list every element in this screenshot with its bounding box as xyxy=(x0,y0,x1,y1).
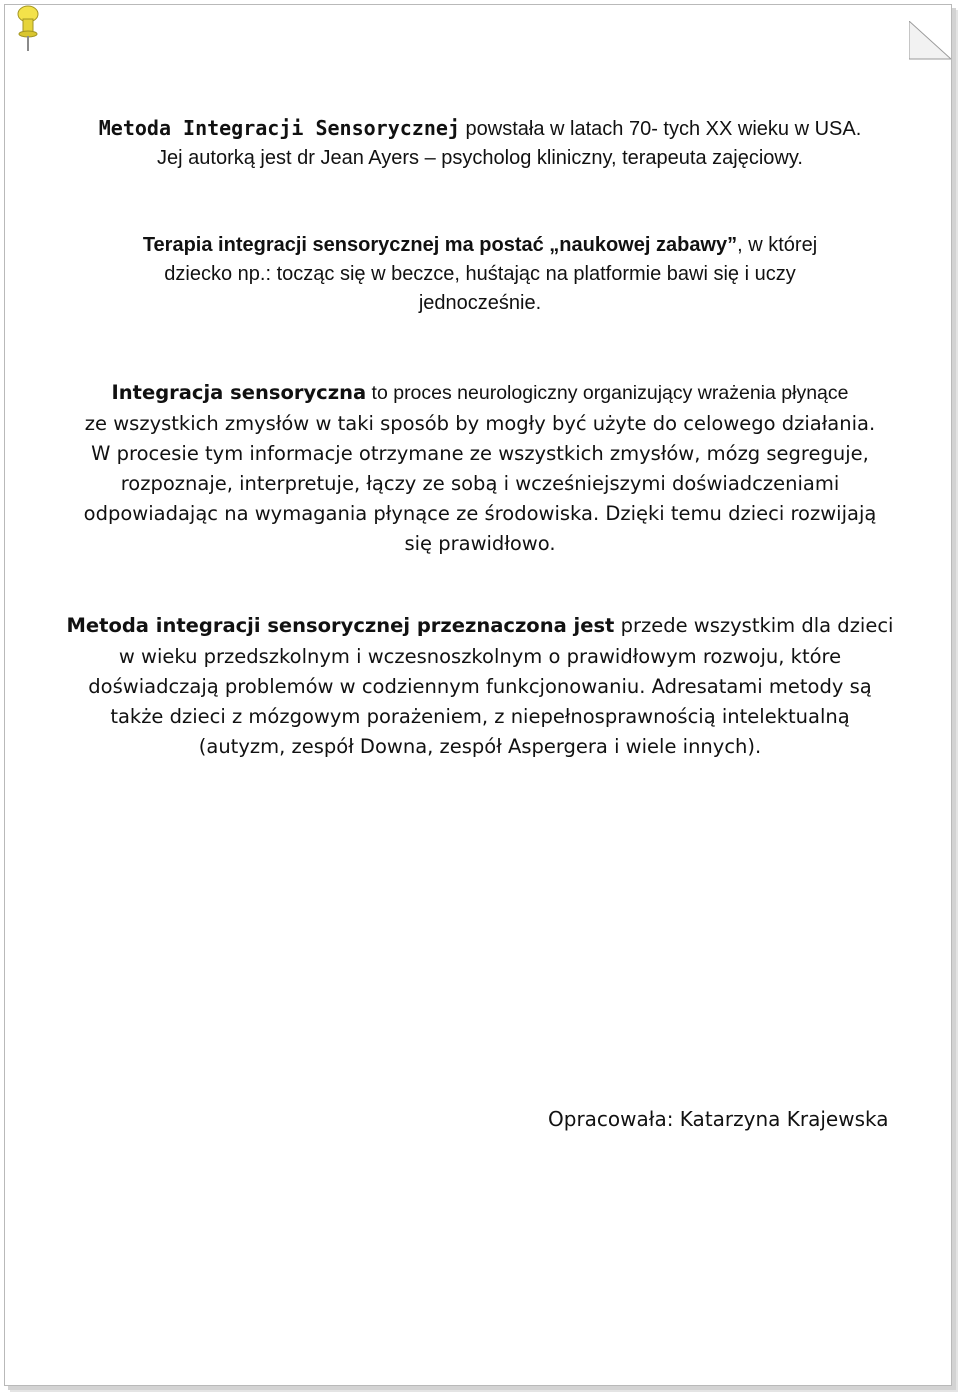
text-line: W procesie tym informacje otrzymane ze wszystkich zmysłów, mózg segreguje, xyxy=(91,442,869,465)
text-span: , w której xyxy=(737,234,818,256)
text-line: Jej autorką jest dr Jean Ayers – psycholog kliniczny, terapeuta zajęciowy. xyxy=(157,147,803,169)
text-line: rozpoznaje, interpretuje, łączy ze sobą i wcześniejszymi doświadczeniami xyxy=(120,472,840,495)
text-span: to proces neurologiczny organizujący wrażenia płynące xyxy=(366,382,849,404)
text-line: dziecko np.: tocząc się w beczce, huśtając na platformie bawi się i uczy xyxy=(164,263,796,285)
text-line: (autyzm, zespół Downa, zespół Aspergera i wiele innych). xyxy=(198,735,762,758)
bold-term: Metoda Integracji Sensorycznej xyxy=(98,116,460,140)
bold-term: Integracja sensoryczna xyxy=(111,381,367,404)
text-line: się prawidłowo. xyxy=(404,532,556,555)
paragraph-target-group xyxy=(60,611,900,762)
paragraph-therapy xyxy=(60,231,900,318)
folded-corner-icon xyxy=(909,21,951,61)
bold-term: Metoda integracji sensorycznej przeznaczona jest xyxy=(66,614,615,637)
bold-term: Terapia integracji sensorycznej ma postać „naukowej zabawy” xyxy=(142,234,738,256)
paragraph-origin xyxy=(60,114,900,173)
text-span: przede wszystkim dla dzieci xyxy=(614,614,894,637)
paragraph-definition xyxy=(60,378,900,559)
text-line: także dzieci z mózgowym porażeniem, z niepełnosprawnością intelektualną xyxy=(110,705,850,728)
text-line: ze wszystkich zmysłów w taki sposób by mogły być użyte do celowego działania. xyxy=(84,412,876,435)
pushpin-icon xyxy=(11,5,45,53)
text-line: doświadczają problemów w codziennym funkcjonowaniu. Adresatami metody są xyxy=(88,675,872,698)
text-line: odpowiadając na wymagania płynące ze środowiska. Dzięki temu dzieci rozwijają xyxy=(83,502,877,525)
text-line: jednocześnie. xyxy=(418,292,542,314)
signature: Opracowała: Katarzyna Krajewska xyxy=(548,1107,889,1131)
text-line: w wieku przedszkolnym i wczesnoszkolnym o prawidłowym rozwoju, które xyxy=(118,645,842,668)
text-span: powstała w latach 70- tych XX wieku w USA. xyxy=(459,118,862,140)
